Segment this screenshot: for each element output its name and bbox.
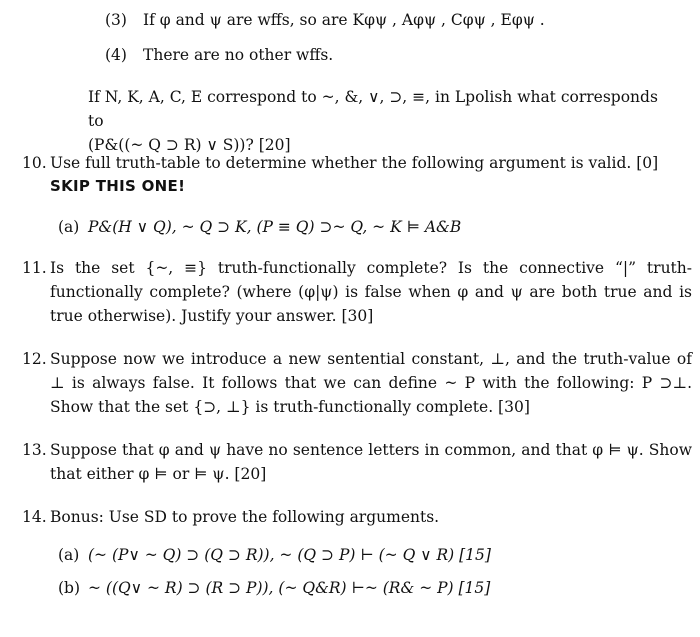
q14-option-a (58, 543, 491, 567)
wff-rule-3 (105, 8, 545, 32)
question-10 (22, 151, 692, 198)
question-14 (22, 505, 692, 529)
question-13 (22, 438, 692, 486)
question-number: 11. (22, 259, 47, 277)
q14-option-b (58, 576, 490, 600)
polish-notation-question (88, 85, 678, 157)
question-text: Bonus: Use SD to prove the following arguments. (50, 508, 440, 526)
wff-rule-4 (105, 43, 333, 67)
option-formula: P&(H ∨ Q), ~ Q ⊃ K, (P ≡ Q) ⊃~ Q, ~ K ⊨ A&B (88, 218, 462, 236)
option-label: (b) (58, 579, 81, 597)
polish-line-1: If N, K, A, C, E correspond to ~, &, ∨, ⊃, ≡, in Lpolish what corresponds to (88, 88, 658, 131)
skip-note: SKIP THIS ONE! (50, 177, 186, 196)
q10-option-a (58, 215, 461, 239)
question-number: 10. (22, 154, 47, 172)
rule-number: (3) (105, 11, 127, 29)
option-label: (a) (58, 546, 80, 564)
question-text: Use full truth-table to determine whether the following argument is valid. [0] (50, 154, 659, 172)
rule-number: (4) (105, 46, 127, 64)
polish-line-2: (P&((~ Q ⊃ R) ∨ S))? [20] (88, 136, 291, 155)
rule-text: If φ and ψ are wffs, so are Kφψ , Aφψ , Cφψ , Eφψ . (143, 11, 545, 29)
question-text: Suppose that φ and ψ have no sentence letters in common, and that φ ⊨ ψ. Show that either φ ⊨ or ⊨ ψ. [20] (50, 441, 692, 484)
option-formula: ~ ((Q∨ ~ R) ⊃ (R ⊃ P)), (~ Q&R) ⊢~ (R& ~ P) [15] (88, 579, 491, 597)
question-text: Suppose now we introduce a new sentential constant, ⊥, and the truth-value of ⊥ is always false. It follows that we can define ~ P with the following: P ⊃⊥. Show that the set {⊃, ⊥} is truth-functionally complete. [30] (50, 350, 692, 417)
question-number: 14. (22, 508, 47, 526)
question-number: 13. (22, 441, 47, 459)
question-11 (22, 256, 692, 328)
question-text: Is the set {~, ≡} truth-functionally complete? Is the connective “|” truth-functionally complete? (where (φ|ψ) is false when φ and ψ are both true and is true otherwise). Justify your answer. [30] (50, 259, 692, 326)
rule-text: There are no other wffs. (143, 46, 334, 64)
option-formula: (~ (P∨ ~ Q) ⊃ (Q ⊃ R)), ~ (Q ⊃ P) ⊢ (~ Q ∨ R) [15] (88, 546, 491, 564)
question-12 (22, 347, 692, 419)
question-number: 12. (22, 350, 47, 368)
option-label: (a) (58, 218, 80, 236)
